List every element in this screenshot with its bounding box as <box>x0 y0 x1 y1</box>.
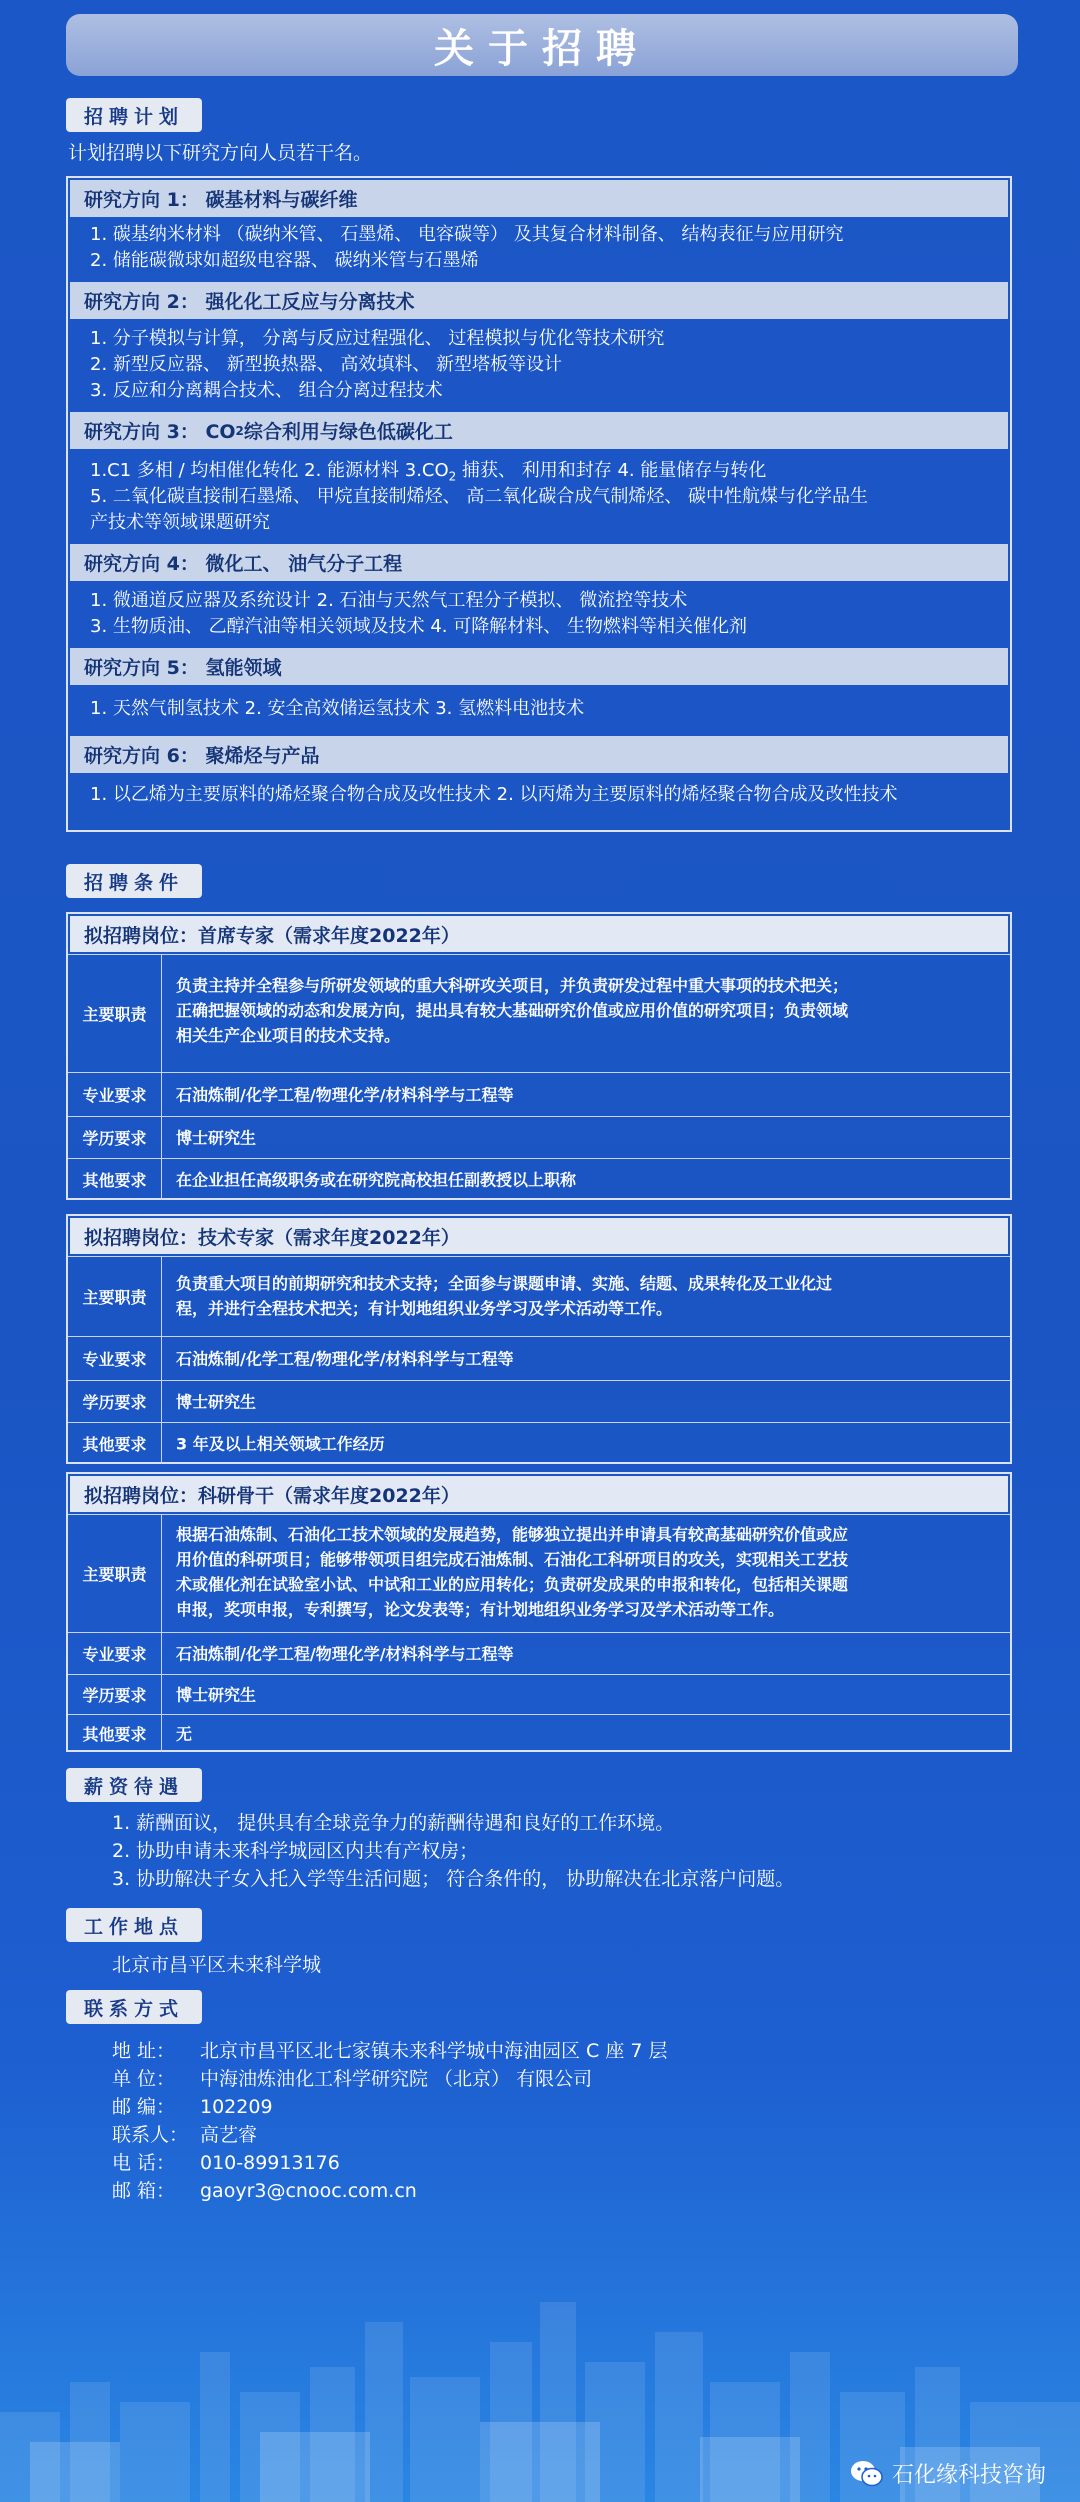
row-label: 学历要求 <box>68 1117 162 1158</box>
row-text: 在企业担任高级职务或在研究院高校担任副教授以上职称 <box>176 1170 577 1189</box>
row-text <box>176 973 996 1048</box>
row-label: 主要职责 <box>68 1515 162 1632</box>
table-row <box>68 954 1010 1072</box>
row-text-line: 用价值的科研项目；能够带领项目组完成石油炼制、石油化工科研项目的攻关，实现相关工艺技 <box>176 1550 849 1569</box>
row-label: 学历要求 <box>68 1381 162 1422</box>
direction-5-line: 1. 天然气制氢技术 2. 安全高效储运氢技术 3. 氢燃料电池技术 <box>90 698 585 719</box>
row-text <box>176 1271 996 1321</box>
row-text: 石油炼制/化学工程/物理化学/材料科学与工程等 <box>176 1085 514 1104</box>
contact-value: 102209 <box>200 2096 273 2118</box>
direction-3-title-a: 研究方向 3： CO <box>84 421 236 443</box>
row-label: 专业要求 <box>68 1337 162 1380</box>
salary-item: 3. 协助解决子女入托入学等生活问题； 符合条件的， 协助解决在北京落户问题。 <box>112 1868 795 1890</box>
contact-value: 中海油炼油化工科学研究院 （北京） 有限公司 <box>200 2068 593 2090</box>
wechat-icon <box>850 2460 884 2488</box>
direction-3-title-sub: 2 <box>235 423 244 438</box>
contact-label: 联系人： <box>112 2124 189 2146</box>
direction-1-title: 研究方向 1： 碳基材料与碳纤维 <box>70 180 1008 217</box>
city-skyline-illustration <box>0 2202 1080 2502</box>
row-text: 博士研究生 <box>176 1392 257 1411</box>
contact-person <box>112 2120 257 2150</box>
contact-value: 010-89913176 <box>200 2152 340 2174</box>
direction-4-line: 3. 生物质油、 乙醇汽油等相关领域及技术 4. 可降解材料、 生物燃料等相关催化剂 <box>90 616 747 637</box>
row-text-line: 负责主持并全程参与所研发领域的重大科研攻关项目，并负责研发过程中重大事项的技术把关； <box>176 976 849 995</box>
section-tag-contact: 联系方式 <box>66 1990 202 2024</box>
contact-unit <box>112 2064 592 2094</box>
contact-value: gaoyr3@cnooc.com.cn <box>200 2180 417 2202</box>
section-tag-salary: 薪资待遇 <box>66 1768 202 1802</box>
watermark-text: 石化缘科技咨询 <box>891 2463 1046 2488</box>
direction-2-line: 3. 反应和分离耦合技术、 组合分离过程技术 <box>90 380 443 401</box>
row-text: 无 <box>176 1724 193 1743</box>
row-label: 其他要求 <box>68 1715 162 1752</box>
direction-4-title: 研究方向 4： 微化工、 油气分子工程 <box>70 544 1008 581</box>
position-table-chief-expert <box>66 912 1012 1200</box>
position-title: 拟招聘岗位：首席专家（需求年度2022年） <box>70 916 1008 952</box>
row-text-line: 正确把握领域的动态和发展方向，提出具有较大基础研究价值或应用价值的研究项目；负责领域 <box>176 1001 849 1020</box>
row-text-line: 相关生产企业项目的技术支持。 <box>176 1026 401 1045</box>
plan-intro: 计划招聘以下研究方向人员若干名。 <box>68 142 373 164</box>
contact-label: 电 话： <box>112 2152 176 2174</box>
contact-postcode <box>112 2092 273 2122</box>
direction-3-line1-a: 1.C1 多相 / 均相催化转化 2. 能源材料 3.CO <box>90 460 449 481</box>
row-text-line: 程，并进行全程技术把关；有计划地组织业务学习及学术活动等工作。 <box>176 1299 673 1318</box>
contact-phone <box>112 2148 340 2178</box>
row-text-line: 术或催化剂在试验室小试、中试和工业的应用转化；负责研发成果的申报和转化，包括相关课题 <box>176 1575 849 1594</box>
row-text: 博士研究生 <box>176 1685 257 1704</box>
table-row <box>68 1380 1010 1422</box>
table-row <box>68 1116 1010 1158</box>
contact-label: 邮 编： <box>112 2096 176 2118</box>
position-table-technical-expert <box>66 1214 1012 1464</box>
direction-2-title: 研究方向 2： 强化化工反应与分离技术 <box>70 282 1008 319</box>
row-label: 专业要求 <box>68 1073 162 1116</box>
location-text: 北京市昌平区未来科学城 <box>112 1954 322 1976</box>
position-table-research-backbone <box>66 1472 1012 1752</box>
table-row <box>68 1514 1010 1632</box>
direction-3-title-b: 综合利用与绿色低碳化工 <box>243 421 453 443</box>
row-label: 主要职责 <box>68 955 162 1072</box>
table-row <box>68 1336 1010 1380</box>
table-row <box>68 1422 1010 1464</box>
section-tag-plan: 招聘计划 <box>66 98 202 132</box>
row-label: 学历要求 <box>68 1675 162 1714</box>
wechat-watermark <box>850 2458 1046 2489</box>
direction-5-title: 研究方向 5： 氢能领域 <box>70 648 1008 685</box>
row-text-line: 根据石油炼制、石油化工技术领域的发展趋势，能够独立提出并申请具有较高基础研究价值或应 <box>176 1525 849 1544</box>
row-text: 3 年及以上相关领域工作经历 <box>176 1434 385 1453</box>
section-tag-location: 工作地点 <box>66 1908 202 1942</box>
table-row <box>68 1714 1010 1752</box>
contact-value: 高艺睿 <box>200 2124 258 2146</box>
direction-1-line: 2. 储能碳微球如超级电容器、 碳纳米管与石墨烯 <box>90 250 479 271</box>
direction-6-line: 1. 以乙烯为主要原料的烯烃聚合物合成及改性技术 2. 以丙烯为主要原料的烯烃聚合物合成及改性技术 <box>90 784 898 805</box>
direction-2-line: 1. 分子模拟与计算， 分离与反应过程强化、 过程模拟与优化等技术研究 <box>90 328 665 349</box>
row-text <box>176 1522 996 1622</box>
banner-title: 关于招聘 <box>434 25 650 72</box>
contact-label: 邮 箱： <box>112 2180 176 2202</box>
direction-3-line1-sub: 2 <box>448 469 457 484</box>
row-text-line: 申报，奖项申报，专利撰写，论文发表等；有计划地组织业务学习及学术活动等工作。 <box>176 1600 785 1619</box>
row-label: 其他要求 <box>68 1423 162 1464</box>
direction-4-line: 1. 微通道反应器及系统设计 2. 石油与天然气工程分子模拟、 微流控等技术 <box>90 590 688 611</box>
salary-item: 1. 薪酬面议， 提供具有全球竞争力的薪酬待遇和良好的工作环境。 <box>112 1812 675 1834</box>
row-text-line: 负责重大项目的前期研究和技术支持；全面参与课题申请、实施、结题、成果转化及工业化过 <box>176 1274 833 1293</box>
research-directions-box <box>66 176 1012 832</box>
contact-label: 单 位： <box>112 2068 176 2090</box>
table-row <box>68 1674 1010 1714</box>
contact-address <box>112 2036 668 2066</box>
direction-1-line: 1. 碳基纳米材料 （碳纳米管、 石墨烯、 电容碳等） 及其复合材料制备、 结构表征与应用研究 <box>90 224 844 245</box>
table-row <box>68 1632 1010 1674</box>
direction-3-title <box>70 412 1008 449</box>
row-label: 主要职责 <box>68 1257 162 1336</box>
position-title: 拟招聘岗位：科研骨干（需求年度2022年） <box>70 1476 1008 1512</box>
section-tag-conditions: 招聘条件 <box>66 864 202 898</box>
contact-label: 地 址： <box>112 2040 176 2062</box>
row-text: 博士研究生 <box>176 1128 257 1147</box>
row-label: 专业要求 <box>68 1633 162 1674</box>
direction-3-line: 5. 二氧化碳直接制石墨烯、 甲烷直接制烯烃、 高二氧化碳合成气制烯烃、 碳中性航煤与化学品生 <box>90 486 869 507</box>
direction-6-title: 研究方向 6： 聚烯烃与产品 <box>70 736 1008 773</box>
table-row <box>68 1072 1010 1116</box>
table-row <box>68 1158 1010 1200</box>
direction-3-line1-b: 捕获、 利用和封存 4. 能量储存与转化 <box>456 460 767 481</box>
table-row <box>68 1256 1010 1336</box>
row-text: 石油炼制/化学工程/物理化学/材料科学与工程等 <box>176 1644 514 1663</box>
salary-item: 2. 协助申请未来科学城园区内共有产权房； <box>112 1840 479 1862</box>
row-text: 石油炼制/化学工程/物理化学/材料科学与工程等 <box>176 1349 514 1368</box>
banner <box>66 14 1018 76</box>
row-label: 其他要求 <box>68 1159 162 1200</box>
contact-value: 北京市昌平区北七家镇未来科学城中海油园区 C 座 7 层 <box>200 2040 668 2062</box>
direction-3-line: 产技术等领域课题研究 <box>90 512 270 533</box>
direction-2-line: 2. 新型反应器、 新型换热器、 高效填料、 新型塔板等设计 <box>90 354 563 375</box>
position-title: 拟招聘岗位：技术专家（需求年度2022年） <box>70 1218 1008 1254</box>
